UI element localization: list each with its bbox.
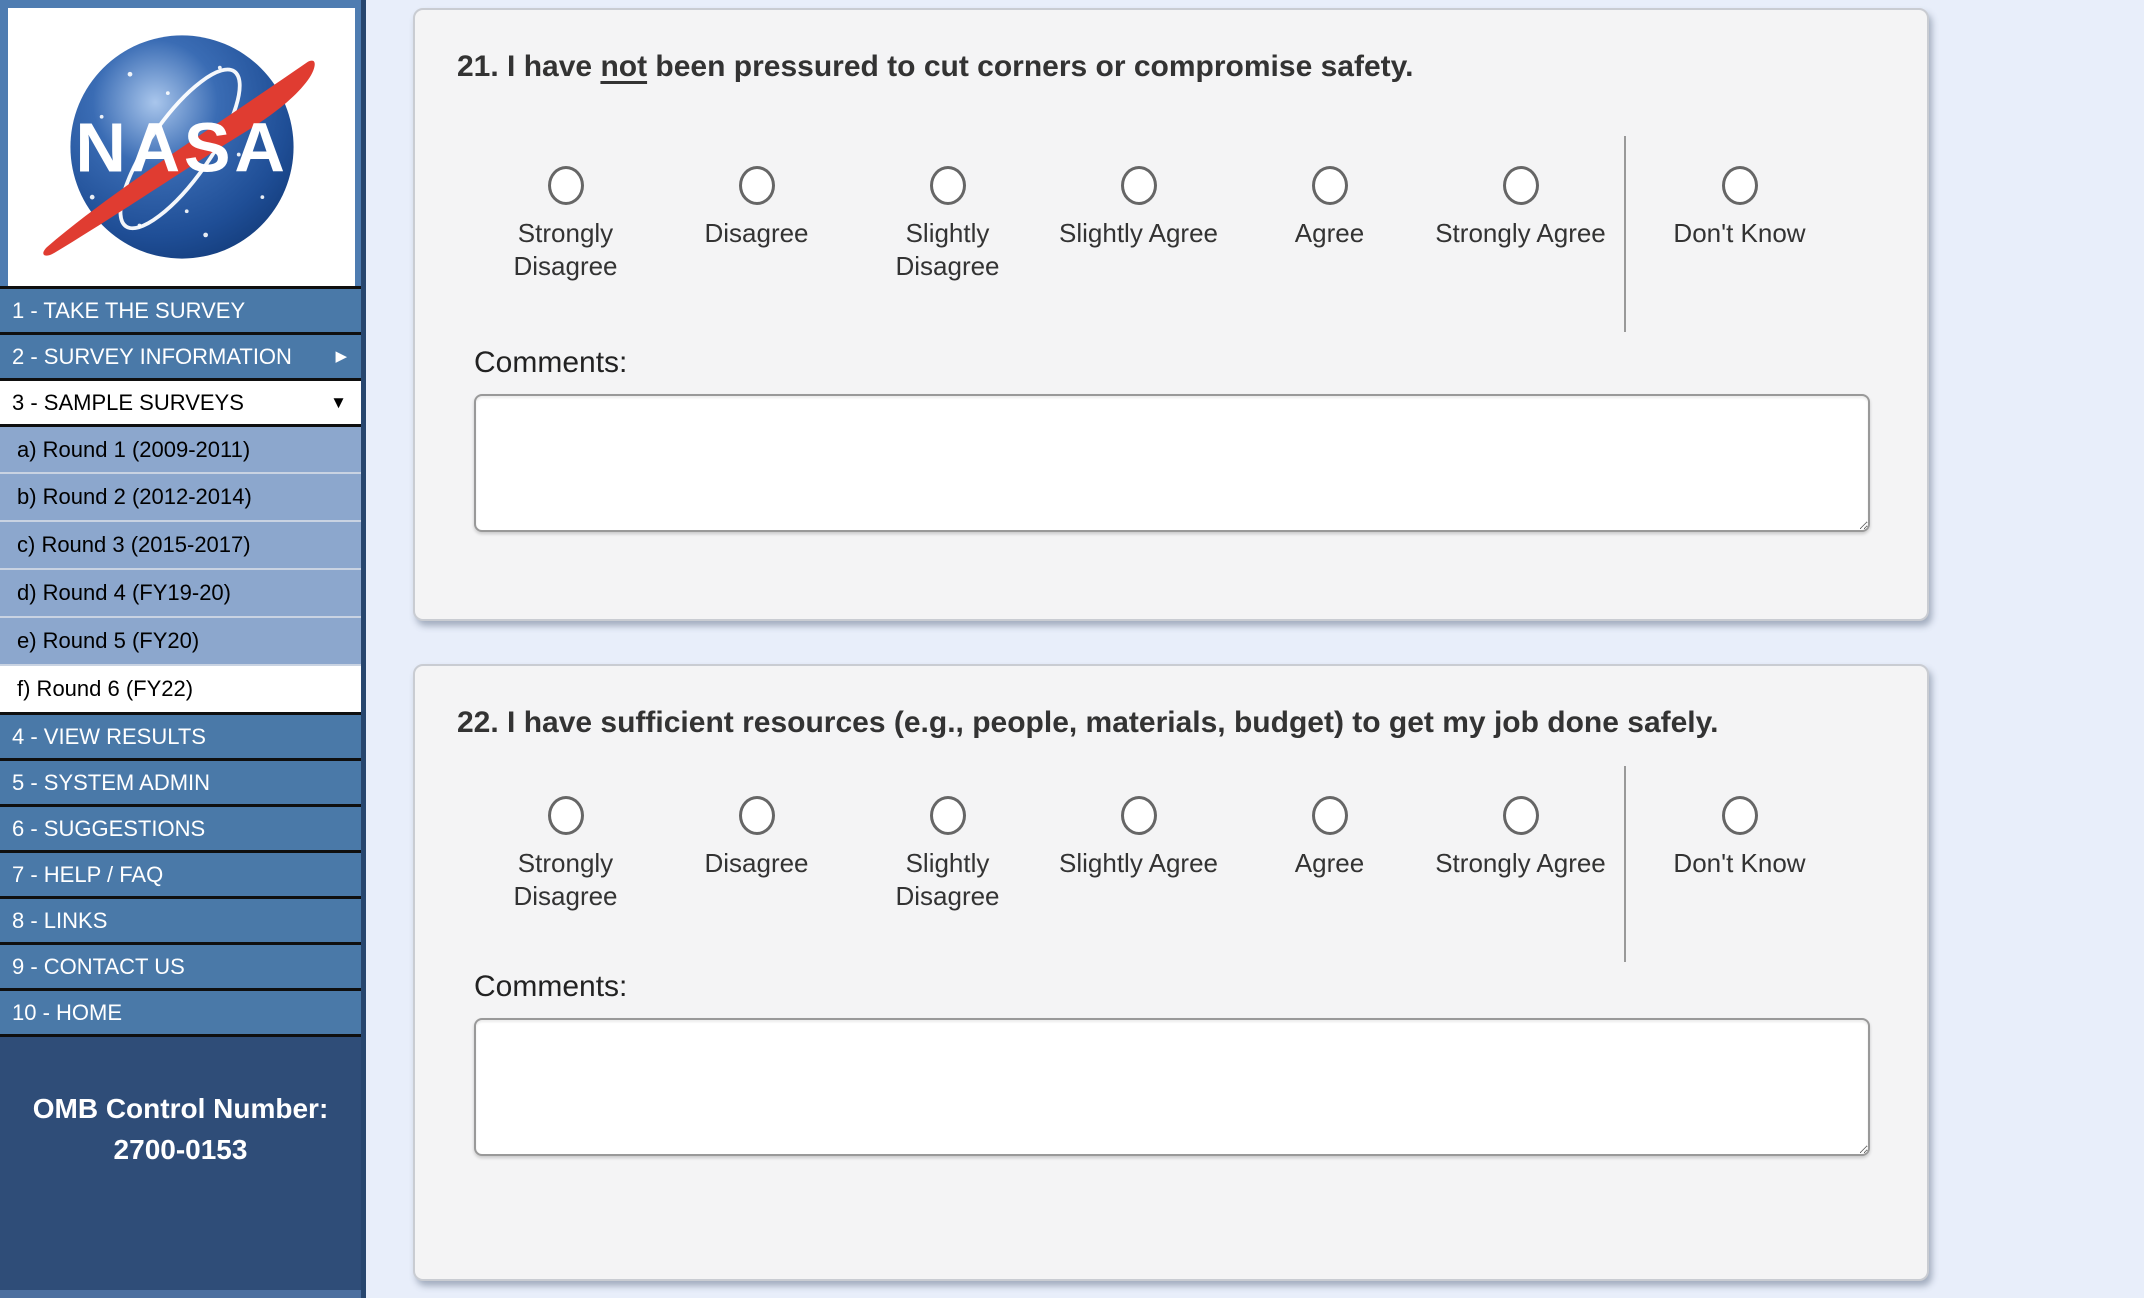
option-strongly-disagree bbox=[470, 796, 661, 914]
option-strongly-agree bbox=[1425, 166, 1616, 250]
radio-q21-disagree[interactable] bbox=[739, 166, 775, 205]
question-21-comments bbox=[474, 346, 1867, 532]
option-agree bbox=[1234, 796, 1425, 880]
option-label: Slightly Agree bbox=[1059, 218, 1218, 248]
option-disagree bbox=[661, 166, 852, 250]
scale-divider bbox=[1624, 136, 1626, 332]
option-label: Strongly Agree bbox=[1435, 218, 1606, 248]
question-21-card bbox=[413, 8, 1929, 621]
sidebar-item-round-2[interactable] bbox=[0, 472, 361, 520]
radio-q22-dont-know[interactable] bbox=[1722, 796, 1758, 835]
sidebar-item-label: b) Round 2 (2012-2014) bbox=[17, 484, 252, 509]
option-label: Don't Know bbox=[1673, 848, 1806, 878]
logo-box bbox=[8, 8, 355, 286]
sidebar-item-label: 6 - SUGGESTIONS bbox=[12, 815, 206, 841]
sidebar-nav bbox=[0, 286, 361, 1034]
nasa-logo bbox=[26, 22, 338, 272]
question-21-scale bbox=[470, 166, 1867, 284]
sidebar-item-label: 2 - SURVEY INFORMATION bbox=[12, 343, 292, 369]
radio-q21-strongly-disagree[interactable] bbox=[548, 166, 584, 205]
sidebar-item-round-5[interactable] bbox=[0, 616, 361, 664]
option-disagree bbox=[661, 796, 852, 880]
radio-q21-dont-know[interactable] bbox=[1722, 166, 1758, 205]
sidebar-item-label: f) Round 6 (FY22) bbox=[17, 676, 194, 701]
question-21-text bbox=[457, 46, 1867, 88]
comments-label: Comments: bbox=[474, 969, 628, 1003]
sidebar-item-links[interactable] bbox=[0, 896, 361, 942]
sidebar bbox=[0, 0, 366, 1298]
sidebar-item-label: 9 - CONTACT US bbox=[12, 953, 185, 979]
question-22-card bbox=[413, 664, 1929, 1281]
question-22-scale bbox=[470, 796, 1867, 914]
option-label: Disagree bbox=[704, 218, 809, 248]
option-label: Disagree bbox=[704, 848, 809, 878]
radio-q22-slightly-agree[interactable] bbox=[1121, 796, 1157, 835]
omb-control-number bbox=[0, 1034, 361, 1298]
sidebar-item-help-faq[interactable] bbox=[0, 850, 361, 896]
option-slightly-disagree bbox=[852, 796, 1043, 914]
sidebar-bottom-strip bbox=[0, 1290, 361, 1298]
sidebar-item-label: 8 - LINKS bbox=[12, 907, 108, 933]
sidebar-item-sample-surveys[interactable] bbox=[0, 378, 361, 424]
question-21-seg1: 21. I have bbox=[457, 50, 601, 83]
sidebar-item-label: c) Round 3 (2015-2017) bbox=[17, 532, 251, 557]
omb-value: 2700-0153 bbox=[113, 1133, 248, 1165]
sidebar-item-system-admin[interactable] bbox=[0, 758, 361, 804]
scale-divider bbox=[1624, 766, 1626, 962]
omb-label: OMB Control Number: bbox=[32, 1093, 329, 1124]
chevron-right-icon: ▶ bbox=[335, 348, 347, 365]
radio-q22-agree[interactable] bbox=[1312, 796, 1348, 835]
chevron-down-icon: ▼ bbox=[330, 393, 347, 412]
sidebar-item-label: a) Round 1 (2009-2011) bbox=[17, 436, 251, 462]
option-label: Slightly Agree bbox=[1059, 848, 1218, 878]
radio-q21-strongly-agree[interactable] bbox=[1503, 166, 1539, 205]
question-22-comments bbox=[474, 970, 1867, 1156]
option-slightly-agree bbox=[1043, 166, 1234, 250]
option-strongly-disagree bbox=[470, 166, 661, 284]
sidebar-item-label: e) Round 5 (FY20) bbox=[17, 628, 200, 653]
sidebar-item-view-results[interactable] bbox=[0, 712, 361, 758]
sidebar-item-home[interactable] bbox=[0, 988, 361, 1034]
option-label: Agree bbox=[1294, 218, 1365, 248]
radio-q21-slightly-disagree[interactable] bbox=[930, 166, 966, 205]
option-label: Agree bbox=[1294, 848, 1365, 878]
option-label: Slightly Disagree bbox=[895, 848, 1000, 912]
sidebar-item-label: 7 - HELP / FAQ bbox=[12, 861, 164, 887]
option-dont-know bbox=[1632, 796, 1847, 880]
option-label: Slightly Disagree bbox=[895, 218, 1000, 282]
survey-content bbox=[371, 0, 2144, 1298]
sidebar-item-take-the-survey[interactable] bbox=[0, 286, 361, 332]
radio-q22-strongly-disagree[interactable] bbox=[548, 796, 584, 835]
sidebar-item-label: 1 - TAKE THE SURVEY bbox=[12, 297, 246, 323]
sidebar-item-contact-us[interactable] bbox=[0, 942, 361, 988]
option-label: Don't Know bbox=[1673, 218, 1806, 248]
sidebar-item-label: 5 - SYSTEM ADMIN bbox=[12, 769, 211, 795]
sidebar-item-label: d) Round 4 (FY19-20) bbox=[17, 580, 231, 605]
sidebar-item-round-3[interactable] bbox=[0, 520, 361, 568]
sidebar-item-round-1[interactable] bbox=[0, 424, 361, 472]
option-slightly-agree bbox=[1043, 796, 1234, 880]
question-21-seg3: been pressured to cut corners or compromise safety. bbox=[647, 50, 1414, 83]
radio-q21-slightly-agree[interactable] bbox=[1121, 166, 1157, 205]
comments-label: Comments: bbox=[474, 345, 628, 379]
option-agree bbox=[1234, 166, 1425, 250]
sidebar-item-suggestions[interactable] bbox=[0, 804, 361, 850]
option-slightly-disagree bbox=[852, 166, 1043, 284]
option-label: Strongly Disagree bbox=[513, 848, 618, 912]
radio-q22-slightly-disagree[interactable] bbox=[930, 796, 966, 835]
sidebar-item-round-6-active[interactable] bbox=[0, 664, 361, 712]
radio-q22-disagree[interactable] bbox=[739, 796, 775, 835]
question-22-seg1: 22. I have sufficient resources (e.g., people, materials, budget) to get my job done safely. bbox=[457, 706, 1719, 739]
comments-textarea-q22[interactable] bbox=[474, 1018, 1870, 1156]
option-strongly-agree bbox=[1425, 796, 1616, 880]
sidebar-item-survey-information[interactable] bbox=[0, 332, 361, 378]
comments-textarea-q21[interactable] bbox=[474, 394, 1870, 532]
question-21-underlined-word: not bbox=[600, 50, 648, 83]
option-label: Strongly Agree bbox=[1435, 848, 1606, 878]
sidebar-item-label: 3 - SAMPLE SURVEYS bbox=[12, 389, 244, 415]
option-dont-know bbox=[1632, 166, 1847, 250]
logo-frame bbox=[0, 0, 361, 286]
sidebar-item-label: 4 - VIEW RESULTS bbox=[12, 723, 206, 749]
option-label: Strongly Disagree bbox=[513, 218, 618, 282]
sidebar-item-round-4[interactable] bbox=[0, 568, 361, 616]
radio-q21-agree[interactable] bbox=[1312, 166, 1348, 205]
radio-q22-strongly-agree[interactable] bbox=[1503, 796, 1539, 835]
nasa-logo-text: NASA bbox=[74, 108, 289, 187]
question-22-text bbox=[457, 702, 1867, 744]
sidebar-item-label: 10 - HOME bbox=[12, 999, 123, 1025]
